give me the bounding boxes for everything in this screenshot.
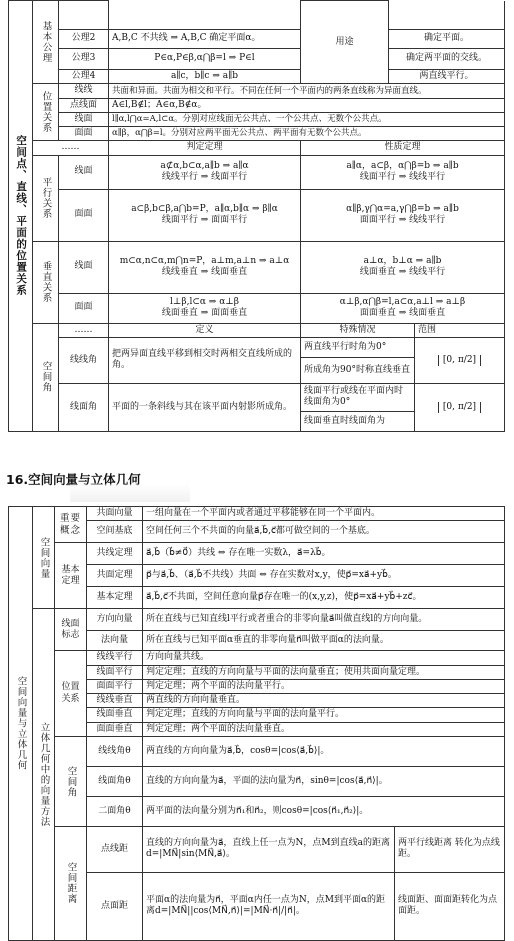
position-content: α∥β，α⋂β=l。分别对应两平面无公共点、两平面有无数个公共点。 [109,127,505,141]
title-decoration [70,484,190,502]
parallel-property-note: 面面平行 ⇒ 线线平行 [359,215,446,225]
perpendicular-property: α⊥β,α⋂β=l,a⊂α,a⊥l ⇒ a⊥β [339,296,466,307]
angle-special-header: 特殊情况 [301,323,415,337]
concept-name: 空间基底 [87,521,143,543]
parallel-property-note: 线面平行 ⇒ 线线平行 [359,172,446,182]
position-name: 线线 [59,84,109,98]
pos-name: 线线垂直 [87,694,143,708]
angle-range: [0, π/2] [438,355,481,366]
parallel-decision: a⊄α,b⊂α,a∥b ⇒ a∥α [160,160,249,171]
perpendicular-property-note: 线面垂直 ⇒ 线线平行 [359,267,446,277]
pos-content: 判定定理；直线的方向向量与平面的法向量平行。 [143,708,505,722]
pos-content: 方向向量共线。 [143,651,505,665]
axiom-content: P∈α,P∈β,α⋂β=l ⇒ P∈l [109,49,301,70]
angle-range-header: 范围 [415,323,505,337]
pos-name: 面面垂直 [87,722,143,736]
axiom-use: 两直线平行。 [389,70,505,84]
parallel-decision-note: 线线平行 ⇒ 线面平行 [161,172,248,182]
angle-special: 线面垂直时线面角为 [301,411,415,431]
axiom-name: 公理4 [59,70,109,84]
position-group-label: 位置关系 [33,84,59,141]
position-name: 面面 [59,127,109,141]
axiom-name: 公理2 [59,30,109,49]
parallel-name: 面面 [59,189,109,241]
theorem-content: a⃗,b⃗,c⃗不共面，空间任意向量p⃗存在唯一的(x,y,z)，使p⃗=xa⃗+yb⃗+zc⃗。 [143,587,505,609]
table2-main-label: 空间向量与立体几何 [9,507,33,941]
angle-header-dots: …… [59,323,109,337]
perpendicular-property: a⊥α，b⊥α ⇒ a∥b [363,255,442,266]
geo-angle-name: 二面角θ [87,796,143,826]
angle-def-header: 定义 [109,323,301,337]
geo-angle-name: 线面角θ [87,766,143,796]
section-title: 16.空间向量与立体几何 [6,472,141,487]
theorem-name: 共线定理 [87,543,143,565]
parallel-property: α∥β,γ⋂α=a,γ⋂β=b ⇒ a∥b [346,203,459,214]
perpendicular-decision: l⊥β,l⊂α ⇒ α⊥β [170,296,239,307]
dist-label: 空间距离 [55,826,87,940]
position-relation-table [8,0,505,432]
pos-name: 线线平行 [87,651,143,665]
geometry-group-label: 立体几何中的向量方法 [33,609,55,941]
angle-name: 线线角 [59,337,109,383]
axiom-use: 确定平面。 [389,30,505,49]
perpendicular-name: 面面 [59,293,109,323]
dist-content: 平面α的法向量为n⃗，平面α内任一点为N，点M到平面α的距离d=|MN⃗||cos⟨MN⃗,n⃗⟩|=|MN⃗·n⃗|/|n⃗|。 [143,872,395,940]
angle-def: 把两异面直线平移到相交时两相交直线所成的角。 [109,337,301,383]
decision-header: 判定定理 [109,141,301,155]
dist-name: 点面距 [87,872,143,940]
position-name: 点线面 [59,98,109,112]
position-content: 共面和异面。共面为相交和平行。不同在任何一个平面内的两条直线称为异面直线。 [109,84,505,98]
parallel-property: a∥α，a⊂β，α⋂β=b ⇒ a∥b [346,160,459,171]
position-name: 线面 [59,112,109,126]
pos-name: 线面垂直 [87,708,143,722]
geo-angle-content: 两平面的法向量分别为n⃗₁和n⃗₂，则cosθ=|cos⟨n⃗₁,n⃗₂⟩|。 [143,796,505,826]
perpendicular-decision: m⊂α,n⊂α,m⋂n=P，a⊥m,a⊥n ⇒ a⊥α [119,255,290,266]
header-dots: …… [33,141,109,155]
dist-content: 直线的方向向量为a⃗，直线上任一点为N，点M到直线a的距离d=|MN⃗|sin⟨MN⃗,a⃗⟩。 [143,826,395,872]
main-label: 空间点、直线、平面的位置关系 [9,1,33,432]
parallel-group-label: 平行关系 [33,155,59,241]
angle-special: 所成角为90°时称直线垂直 [301,357,415,383]
vector-table [8,506,505,941]
pos-name: 线面平行 [87,665,143,679]
geo-angle-name: 线线角θ [87,736,143,766]
angle-special: 线面平行或线在平面内时线面角为0° [301,383,415,411]
perpendicular-property-note: 面面垂直 ⇒ 线面垂直 [359,308,446,318]
axiom-use: 确定两平面的交线。 [389,49,505,70]
geo-angle-content: 直线的方向向量为a⃗，平面的法向量为n⃗，sinθ=|cos⟨a⃗,n⃗⟩|。 [143,766,505,796]
vector-group-label: 空间向量 [33,507,55,609]
pos-content: 判定定理；两个平面的法向量垂直。 [143,722,505,736]
concept-label: 重要概念 [55,507,87,543]
angle-def: 平面的一条斜线与其在该平面内射影所成角。 [109,383,301,431]
axioms-group-label: 基本公理 [33,1,59,84]
theorem-name: 基本定理 [87,587,143,609]
concept-content: 一组向量在一个平面内或者通过平移能够在同一个平面内。 [143,507,505,521]
angle-name: 线面角 [59,383,109,431]
perpendicular-name: 线面 [59,241,109,293]
angle-range: [0, π/2] [438,402,481,413]
dist-note: 两平行线距离 转化为点线距。 [395,826,505,872]
theorem-content: a⃗,b⃗（b⃗≠0⃗）共线 ⇔ 存在唯一实数λ，a⃗=λb⃗。 [143,543,505,565]
pos-content: 判定定理；两个平面的法向量平行。 [143,679,505,693]
pos-label: 位置关系 [55,651,87,737]
axiom-content: a∥c，b∥c ⇒ a∥b [109,70,301,84]
angle-group-label: 空间角 [33,323,59,431]
dist-name: 点线距 [87,826,143,872]
perpendicular-group-label: 垂直关系 [33,241,59,323]
use-label: 用途 [301,1,389,84]
pos-name: 面面平行 [87,679,143,693]
angle-special: 两直线平行时角为0° [301,337,415,357]
mark-name: 方向向量 [87,609,143,631]
theorem-name: 共面定理 [87,565,143,587]
dist-note: 线面距、面面距转化为点面距。 [395,872,505,940]
position-content: A∈l,B∉l；A∈α,B∉α。 [109,98,505,112]
mark-content: 所在直线与已知平面α垂直的非零向量n⃗叫做平面α的法向量。 [143,631,505,651]
geo-angle-label: 空间角 [55,736,87,826]
perpendicular-decision-note: 线面垂直 ⇒ 面面垂直 [161,308,248,318]
axiom-name: 公理3 [59,49,109,70]
parallel-name: 线面 [59,155,109,189]
mark-content: 所在直线与已知直线l平行或者重合的非零向量a⃗叫做直线l的方向向量。 [143,609,505,631]
axiom-content: A,B,C 不共线 ⇒ A,B,C 确定平面α。 [109,30,301,49]
mark-name: 法向量 [87,631,143,651]
parallel-decision-note: 线面平行 ⇒ 面面平行 [161,215,248,225]
mark-label: 线面标志 [55,609,87,651]
theorem-content: p⃗与a⃗,b⃗、（a⃗,b⃗不共线）共面 ⇔ 存在实数对x,y，使p⃗=xa⃗+yb⃗。 [143,565,505,587]
position-content: l∥α,l⋂α=A,l⊂α。分别对应线面无公共点、一个公共点、无数个公共点。 [109,112,505,126]
pos-content: 判定定理；直线的方向向量与平面的法向量垂直；使用共面向量定理。 [143,665,505,679]
pos-content: 两直线的方向向量垂直。 [143,694,505,708]
geo-angle-content: 两直线的方向向量为a⃗,b⃗，cosθ=|cos⟨a⃗,b⃗⟩|。 [143,736,505,766]
concept-content: 空间任何三个不共面的向量a⃗,b⃗,c⃗都可做空间的一个基底。 [143,521,505,543]
concept-name: 共面向量 [87,507,143,521]
parallel-decision: a⊂β,b⊂β,a⋂b=P，a∥α,b∥α ⇒ β∥α [131,203,278,214]
property-header: 性质定理 [301,141,505,155]
theorem-label: 基本定理 [55,543,87,609]
perpendicular-decision-note: 线线垂直 ⇒ 线面垂直 [161,267,248,277]
